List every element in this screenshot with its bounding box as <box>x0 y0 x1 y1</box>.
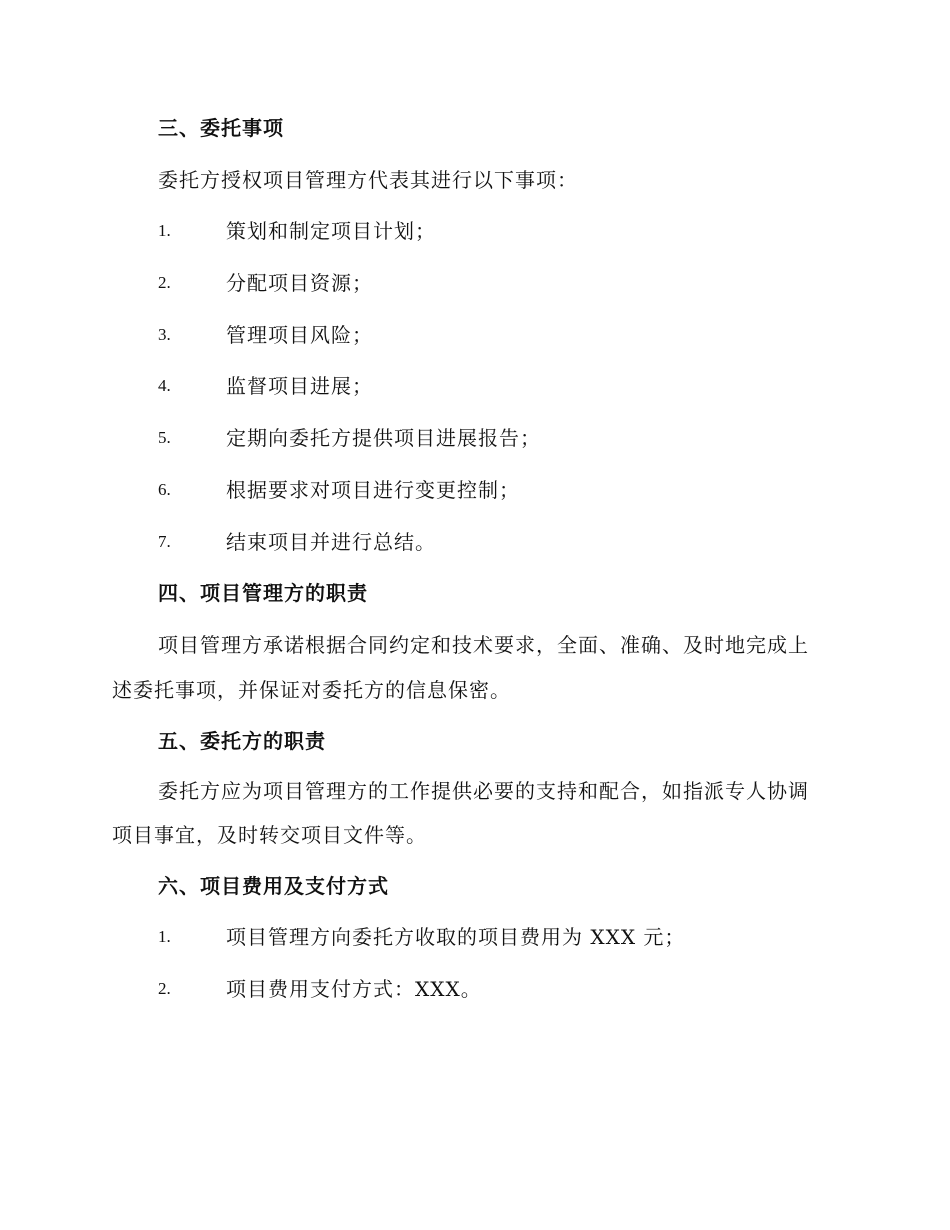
list-item-number: 3. <box>158 325 171 344</box>
section-3-intro: 委托方授权项目管理方代表其进行以下事项： <box>158 168 578 192</box>
list-item <box>158 923 858 951</box>
list-item-text: 监督项目进展； <box>226 374 373 398</box>
list-item <box>158 372 858 400</box>
list-item-text: 结束项目并进行总结。 <box>226 530 436 554</box>
list-item-text: 项目管理方向委托方收取的项目费用为 XXX 元； <box>226 925 686 949</box>
section-3-heading: 三、委托事项 <box>158 116 284 140</box>
list-item-number: 6. <box>158 480 171 499</box>
list-item-number: 4. <box>158 376 171 395</box>
list-item-number: 2. <box>158 979 171 998</box>
section-5-paragraph-line-1: 委托方应为项目管理方的工作提供必要的支持和配合，如指派专人协调 <box>158 779 809 803</box>
list-item-text: 项目费用支付方式：XXX。 <box>226 977 482 1001</box>
list-item-number: 5. <box>158 428 171 447</box>
list-item <box>158 269 858 297</box>
list-item <box>158 321 858 349</box>
list-item-number: 2. <box>158 273 171 292</box>
list-item <box>158 975 858 1003</box>
list-item <box>158 424 858 452</box>
list-item <box>158 217 858 245</box>
section-4-heading: 四、项目管理方的职责 <box>158 581 368 605</box>
list-item-text: 根据要求对项目进行变更控制； <box>226 478 520 502</box>
list-item <box>158 528 858 556</box>
list-item-text: 管理项目风险； <box>226 323 373 347</box>
section-6-heading: 六、项目费用及支付方式 <box>158 874 389 898</box>
list-item-text: 定期向委托方提供项目进展报告； <box>226 426 541 450</box>
list-item-text: 分配项目资源； <box>226 271 373 295</box>
section-5-heading: 五、委托方的职责 <box>158 729 326 753</box>
list-item-number: 7. <box>158 532 171 551</box>
section-4-paragraph-line-2: 述委托事项，并保证对委托方的信息保密。 <box>112 678 511 702</box>
list-item-text: 策划和制定项目计划； <box>226 219 436 243</box>
section-4-paragraph-line-1: 项目管理方承诺根据合同约定和技术要求，全面、准确、及时地完成上 <box>158 633 809 657</box>
list-item <box>158 476 858 504</box>
list-item-number: 1. <box>158 221 171 240</box>
list-item-number: 1. <box>158 927 171 946</box>
section-5-paragraph-line-2: 项目事宜，及时转交项目文件等。 <box>112 823 427 847</box>
